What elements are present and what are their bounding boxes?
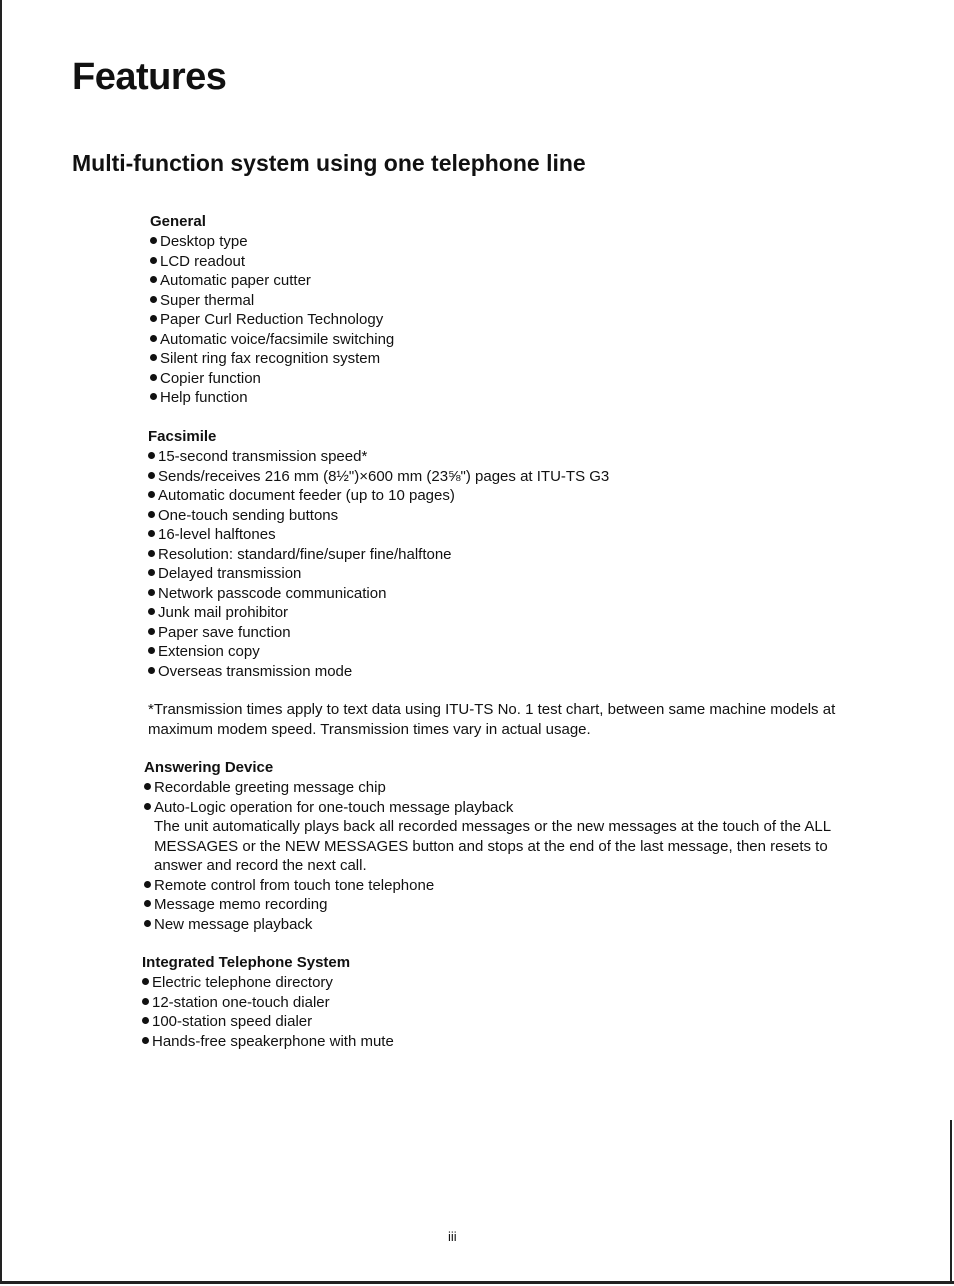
list-item: Delayed transmission [148,564,609,584]
list-item: Help function [150,388,394,408]
list-item: Automatic voice/facsimile switching [150,330,394,350]
bullet-icon [148,667,155,674]
list-item: Sends/receives 216 mm (8½")×600 mm (23⅝") pages at ITU-TS G3 [148,467,609,487]
list-item: Junk mail prohibitor [148,603,609,623]
right-border-line [950,1120,952,1284]
section-general [150,212,394,408]
bullet-icon [148,589,155,596]
bullet-icon [150,354,157,361]
list-item: 16-level halftones [148,525,609,545]
bullet-icon [148,628,155,635]
list-item: Overseas transmission mode [148,662,609,682]
bullet-icon [142,1037,149,1044]
list-item: Silent ring fax recognition system [150,349,394,369]
list-integrated-telephone [142,973,394,1051]
list-item: Auto-Logic operation for one-touch message playback [144,798,854,818]
bullet-icon [150,315,157,322]
list-item: Electric telephone directory [142,973,394,993]
list-item: 15-second transmission speed* [148,447,609,467]
list-item: Desktop type [150,232,394,252]
bullet-icon [150,374,157,381]
bullet-icon [142,1017,149,1024]
section-answering-device [144,758,854,934]
list-answering-device [144,778,854,934]
bullet-icon [144,881,151,888]
list-item: LCD readout [150,252,394,272]
list-item: Automatic paper cutter [150,271,394,291]
bullet-icon [150,276,157,283]
list-item: Copier function [150,369,394,389]
list-item: Paper save function [148,623,609,643]
list-item: Recordable greeting message chip [144,778,854,798]
list-item: Automatic document feeder (up to 10 pages) [148,486,609,506]
bullet-icon [148,452,155,459]
list-item: Extension copy [148,642,609,662]
bullet-icon [144,783,151,790]
list-item: 100-station speed dialer [142,1012,394,1032]
bullet-icon [144,900,151,907]
bullet-icon [148,608,155,615]
bullet-icon [150,257,157,264]
bullet-icon [144,803,151,810]
bullet-icon [142,978,149,985]
section-heading-answering-device: Answering Device [144,759,274,776]
list-item: Hands-free speakerphone with mute [142,1032,394,1052]
bottom-border-line [0,1281,954,1284]
bullet-icon [144,920,151,927]
list-item: Message memo recording [144,895,854,915]
bullet-icon [150,393,157,400]
list-item: One-touch sending buttons [148,506,609,526]
list-item: 12-station one-touch dialer [142,993,394,1013]
section-heading-facsimile: Facsimile [148,428,217,445]
page-number: iii [448,1229,457,1244]
left-border-line [0,0,2,1282]
list-item: Resolution: standard/fine/super fine/halftone [148,545,609,565]
list-item: Network passcode communication [148,584,609,604]
list-facsimile [148,447,609,681]
bullet-icon [148,550,155,557]
bullet-icon [148,530,155,537]
bullet-icon [148,472,155,479]
section-heading-general: General [150,213,206,230]
section-heading-integrated-telephone: Integrated Telephone System [142,954,351,971]
list-general [150,232,394,408]
transmission-footnote: *Transmission times apply to text data using ITU-TS No. 1 test chart, between same machine models at maximum modem speed. Transmission times vary in actual usage. [148,701,836,738]
bullet-icon [150,237,157,244]
bullet-icon [148,511,155,518]
bullet-icon [142,998,149,1005]
auto-logic-description: The unit automatically plays back all recorded messages or the new messages at the touch of the ALL MESSAGES or the NEW MESSAGES button and stops at the end of the last message, then resets to answer and record the next call. [154,818,831,874]
list-item [144,817,854,876]
bullet-icon [148,491,155,498]
page-subtitle: Multi-function system using one telephone line [72,150,586,176]
bullet-icon [148,647,155,654]
list-item: Super thermal [150,291,394,311]
list-item: Paper Curl Reduction Technology [150,310,394,330]
section-integrated-telephone [142,953,394,1051]
list-item: Remote control from touch tone telephone [144,876,854,896]
list-item: New message playback [144,915,854,935]
page-title: Features [72,56,227,98]
bullet-icon [150,335,157,342]
bullet-icon [148,569,155,576]
section-facsimile [148,427,609,681]
bullet-icon [150,296,157,303]
